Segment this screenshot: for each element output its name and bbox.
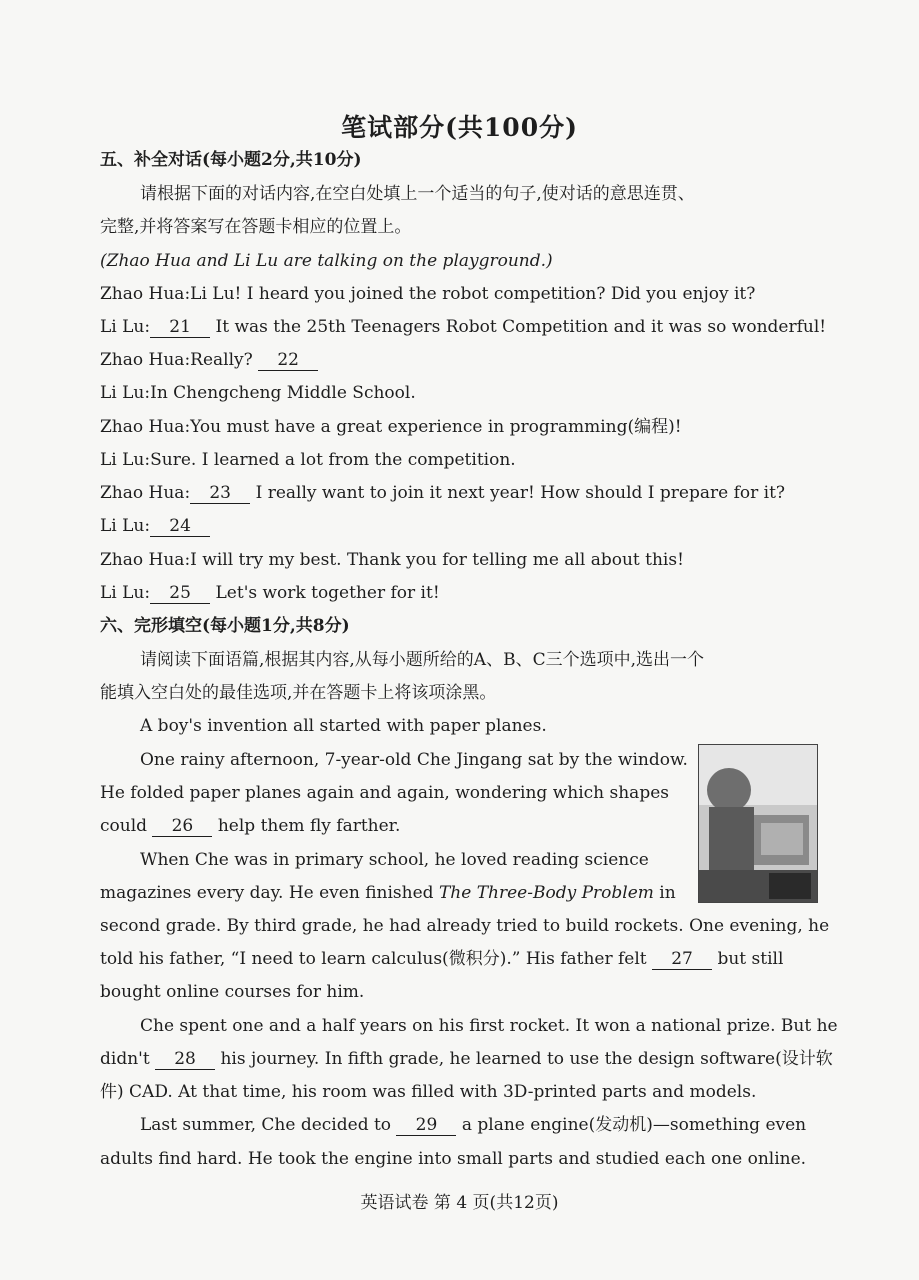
dialogue-line	[100, 282, 824, 306]
passage-line: bought online courses for him.	[100, 982, 365, 1002]
passage-line: magazines every day. He even finished The Three-Body Problem in	[100, 883, 676, 903]
dialogue-text: In Chengcheng Middle School.	[150, 383, 416, 403]
dialogue-text: Let's work together for it!	[210, 583, 440, 603]
passage-line: didn't 28 his journey. In fifth grade, he learned to use the design software(设计软	[100, 1049, 833, 1069]
section5-instruction-2: 完整,并将答案写在答题卡相应的位置上。	[100, 217, 412, 237]
answer-blank[interactable]: 29	[396, 1115, 456, 1136]
dialogue-text: Really?	[190, 350, 259, 370]
passage-line: When Che was in primary school, he loved reading science	[140, 850, 649, 870]
photo-boy-with-model	[698, 744, 818, 903]
dialogue-line	[100, 415, 824, 439]
passage-line: could 26 help them fly farther.	[100, 816, 401, 836]
passage-line: Last summer, Che decided to 29 a plane engine(发动机)—something even	[140, 1115, 807, 1135]
book-title: The Three-Body Problem	[438, 883, 654, 903]
passage-line: Che spent one and a half years on his first rocket. It won a national prize. But he	[140, 1016, 838, 1036]
dialogue-line	[100, 548, 824, 572]
dialogue-line	[100, 481, 824, 505]
speaker: Zhao Hua:	[100, 550, 191, 570]
speaker: Li Lu:	[100, 450, 151, 470]
answer-blank[interactable]: 27	[652, 949, 712, 970]
passage-line: He folded paper planes again and again, wondering which shapes	[100, 783, 669, 803]
speaker: Li Lu:	[100, 583, 151, 603]
section6-instruction-1: 请阅读下面语篇,根据其内容,从每小题所给的A、B、C三个选项中,选出一个	[140, 650, 704, 670]
dialogue-text: Sure. I learned a lot from the competition.	[150, 450, 516, 470]
passage-line: A boy's invention all started with paper planes.	[140, 716, 547, 736]
dialogue-text: You must have a great experience in programming(编程)!	[190, 417, 682, 437]
dialogue-line	[100, 381, 824, 405]
dialogue-line	[100, 514, 824, 538]
section6-heading: 六、完形填空(每小题1分,共8分)	[100, 616, 350, 636]
dialogue-text: I will try my best. Thank you for telling me all about this!	[190, 550, 684, 570]
dialogue-line	[100, 448, 824, 472]
speaker: Zhao Hua:	[100, 417, 191, 437]
page-footer: 英语试卷 第 4 页(共12页)	[360, 1193, 559, 1213]
dialogue-line	[100, 315, 827, 339]
speaker: Li Lu:	[100, 383, 151, 403]
section5-heading: 五、补全对话(每小题2分,共10分)	[100, 150, 362, 170]
passage-line: second grade. By third grade, he had already tried to build rockets. One evening, he	[100, 916, 830, 936]
answer-blank[interactable]: 22	[258, 350, 318, 371]
passage-line: One rainy afternoon, 7-year-old Che Jingang sat by the window.	[140, 750, 688, 770]
answer-blank[interactable]: 28	[155, 1049, 215, 1070]
passage-line: told his father, “I need to learn calculus(微积分).” His father felt 27 but still	[100, 949, 784, 969]
speaker: Zhao Hua:	[100, 483, 191, 503]
dialogue-text: Li Lu! I heard you joined the robot competition? Did you enjoy it?	[190, 284, 756, 304]
answer-blank[interactable]: 24	[150, 516, 210, 537]
dialogue-context: (Zhao Hua and Li Lu are talking on the playground.)	[100, 251, 553, 271]
page-title: 笔试部分(共100分)	[341, 113, 578, 142]
answer-blank[interactable]: 26	[152, 816, 212, 837]
speaker: Li Lu:	[100, 516, 151, 536]
section6-instruction-2: 能填入空白处的最佳选项,并在答题卡上将该项涂黑。	[100, 683, 497, 703]
section5-instruction-1: 请根据下面的对话内容,在空白处填上一个适当的句子,使对话的意思连贯、	[140, 184, 695, 204]
passage-line: 件) CAD. At that time, his room was filled with 3D-printed parts and models.	[100, 1082, 757, 1102]
speaker: Zhao Hua:	[100, 284, 191, 304]
passage-line: adults find hard. He took the engine into small parts and studied each one online.	[100, 1149, 807, 1169]
answer-blank[interactable]: 23	[190, 483, 250, 504]
answer-blank[interactable]: 25	[150, 583, 210, 604]
speaker: Zhao Hua:	[100, 350, 191, 370]
dialogue-text: It was the 25th Teenagers Robot Competition and it was so wonderful!	[210, 317, 827, 337]
dialogue-line	[100, 348, 824, 372]
answer-blank[interactable]: 21	[150, 317, 210, 338]
dialogue-text: I really want to join it next year! How should I prepare for it?	[250, 483, 786, 503]
speaker: Li Lu:	[100, 317, 151, 337]
dialogue-line	[100, 581, 824, 605]
